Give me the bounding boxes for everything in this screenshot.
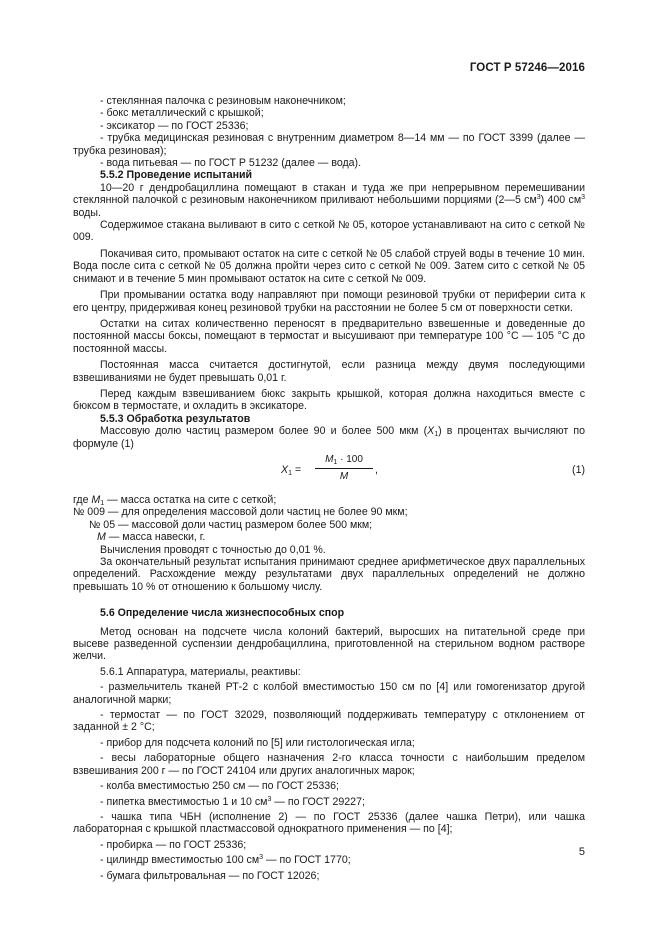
list-item: - прибор для подсчета колоний по [5] или гистологическая игла;: [100, 736, 415, 749]
list-item: - трубка медицинская резиновая с внутренним диаметром 8—14 мм — по ГОСТ 3399 (далее — трубка резиновая);: [73, 132, 585, 157]
paragraph: Массовую долю частиц размером более 90 и более 500 мкм $(X_1)$ в процентах вычисляют по формуле (1): [73, 425, 585, 450]
paragraph: 10—20 г дендробациллина помещают в стакан и туда же при непрерывном перемешивании стеклянной палочкой с резиновым наконечником приливают небольшими порциями (2—5 $см^3$) 400 $см^3$ воды.: [73, 181, 586, 219]
list-item: - бокс металлический с крышкой;: [100, 107, 264, 120]
list-item: - чашка типа ЧБН (исполнение 2) — по ГОСТ 25336 (далее чашка Петри), или чашка лабораторная с крышкой пластмассовой однократного применения — по [4];: [73, 810, 585, 836]
document-header-standard: ГОСТ Р 57246—2016: [469, 62, 585, 74]
list-item: - размельчитель тканей РТ-2 с колбой вместимостью 150 см по [4] или гомогенизатор другой аналогичной марки;: [73, 681, 585, 706]
list-item: - пробирка — по ГОСТ 25336;: [100, 838, 247, 851]
paragraph: При промывании остатка воду направляют при помощи резиновой трубки от периферии сита к его центру, придерживая конец резиновой трубки на расстоянии не более 5 см от поверхности сетки.: [73, 289, 585, 314]
paragraph: Остатки на ситах количественно переносят в предварительно взвешенные и доведенные до постоянной массы боксы, помещают в термостат и высушивают при температуре 100 °С — 105 °С до постоянной массы.: [73, 317, 585, 355]
legend-line: № 009 — для определения массовой доли частиц не более 90 мкм;: [73, 506, 408, 519]
page-number: 5: [578, 846, 585, 858]
section-heading-5-6: 5.6 Определение числа жизнеспособных спор: [100, 607, 345, 620]
list-item: - весы лабораторные общего назначения 2-го класса точности с наибольшим пределом взвешивания 200 г — по ГОСТ 24104 или других аналогичных марок;: [73, 752, 585, 777]
legend-line: № 05 — массовой доли частиц размером более 500 мкм;: [89, 518, 373, 531]
paragraph: Покачивая сито, промывают остаток на сите с сеткой № 05 слабой струей воды в течение 10 мин. Вода после сита с сеткой № 05 должна пройти через сито с сеткой № 009. Затем сито с сеткой № 05 снимают и в течение 5 мин промывают остаток на сите с сеткой № 009.: [73, 247, 585, 285]
list-item: - вода питьевая — по ГОСТ Р 51232 (далее — вода).: [100, 157, 362, 170]
section-heading-5-5-2: 5.5.2 Проведение испытаний: [100, 169, 253, 182]
list-item: - термостат — по ГОСТ 32029, позволяющий поддерживать температуру с отклонением от заданной ± 2 °С;: [73, 709, 585, 734]
list-item: - стеклянная палочка с резиновым наконечником;: [100, 95, 346, 107]
paragraph: Метод основан на подсчете числа колоний бактерий, выросших на питательной среде при высеве разведенной суспензии дендробациллина, приготовленной на стерильном водном растворе желчи.: [73, 625, 585, 663]
legend-line: M — масса навески, г.: [97, 531, 206, 544]
paragraph: Постоянная масса считается достигнутой, если разница между двумя последующими взвешиваниями не будет превышать 0,01 г.: [73, 359, 585, 384]
paragraph: Перед каждым взвешиванием бюкс закрыть крышкой, которая должна находиться вместе с бюксом в термостате, и охладить в эксикаторе.: [73, 387, 585, 413]
list-item: - пипетка вместимостью 1 и 10 $см^3$ — по ГОСТ 29227;: [100, 795, 365, 808]
paragraph: 5.6.1 Аппаратура, материалы, реактивы:: [100, 665, 301, 678]
formula-number: (1): [572, 463, 585, 476]
paragraph: Вычисления проводят с точностью до 0,01 %.: [100, 543, 326, 556]
formula-lhs: $X_1$ =: [281, 463, 302, 477]
formula-numerator: $M_1 \cdot 100$: [315, 454, 373, 469]
section-heading-5-5-3: 5.5.3 Обработка результатов: [100, 412, 251, 425]
list-item: - цилиндр вместимостью 100 $см^3$ — по ГОСТ 1770;: [100, 854, 351, 867]
formula-legend: [73, 494, 585, 544]
list-item: - колба вместимостью 250 см — по ГОСТ 25336;: [100, 780, 339, 793]
list-item: - эксикатор — по ГОСТ 25336;: [100, 119, 249, 132]
formula-denominator: M: [339, 471, 349, 483]
legend-line: где $M_1$ — масса остатка на сите с сеткой;: [73, 493, 277, 507]
formula-fraction: [315, 454, 373, 484]
formula-1: $X_1$ = $\frac{M_1 \cdot 100}{M}$ , (1): [281, 453, 585, 483]
page-body: [73, 95, 585, 882]
list-item: - бумага фильтровальная — по ГОСТ 12026;: [100, 869, 320, 882]
paragraph: За окончательный результат испытания принимают среднее арифметическое двух параллельных определений. Расхождение между результатами двух параллельных определений не должно превышать 10 % от отношению к большому числу.: [73, 556, 585, 593]
paragraph: Содержимое стакана выливают в сито с сеткой № 05, которое устанавливают на сито с сеткой № 009.: [73, 219, 585, 244]
